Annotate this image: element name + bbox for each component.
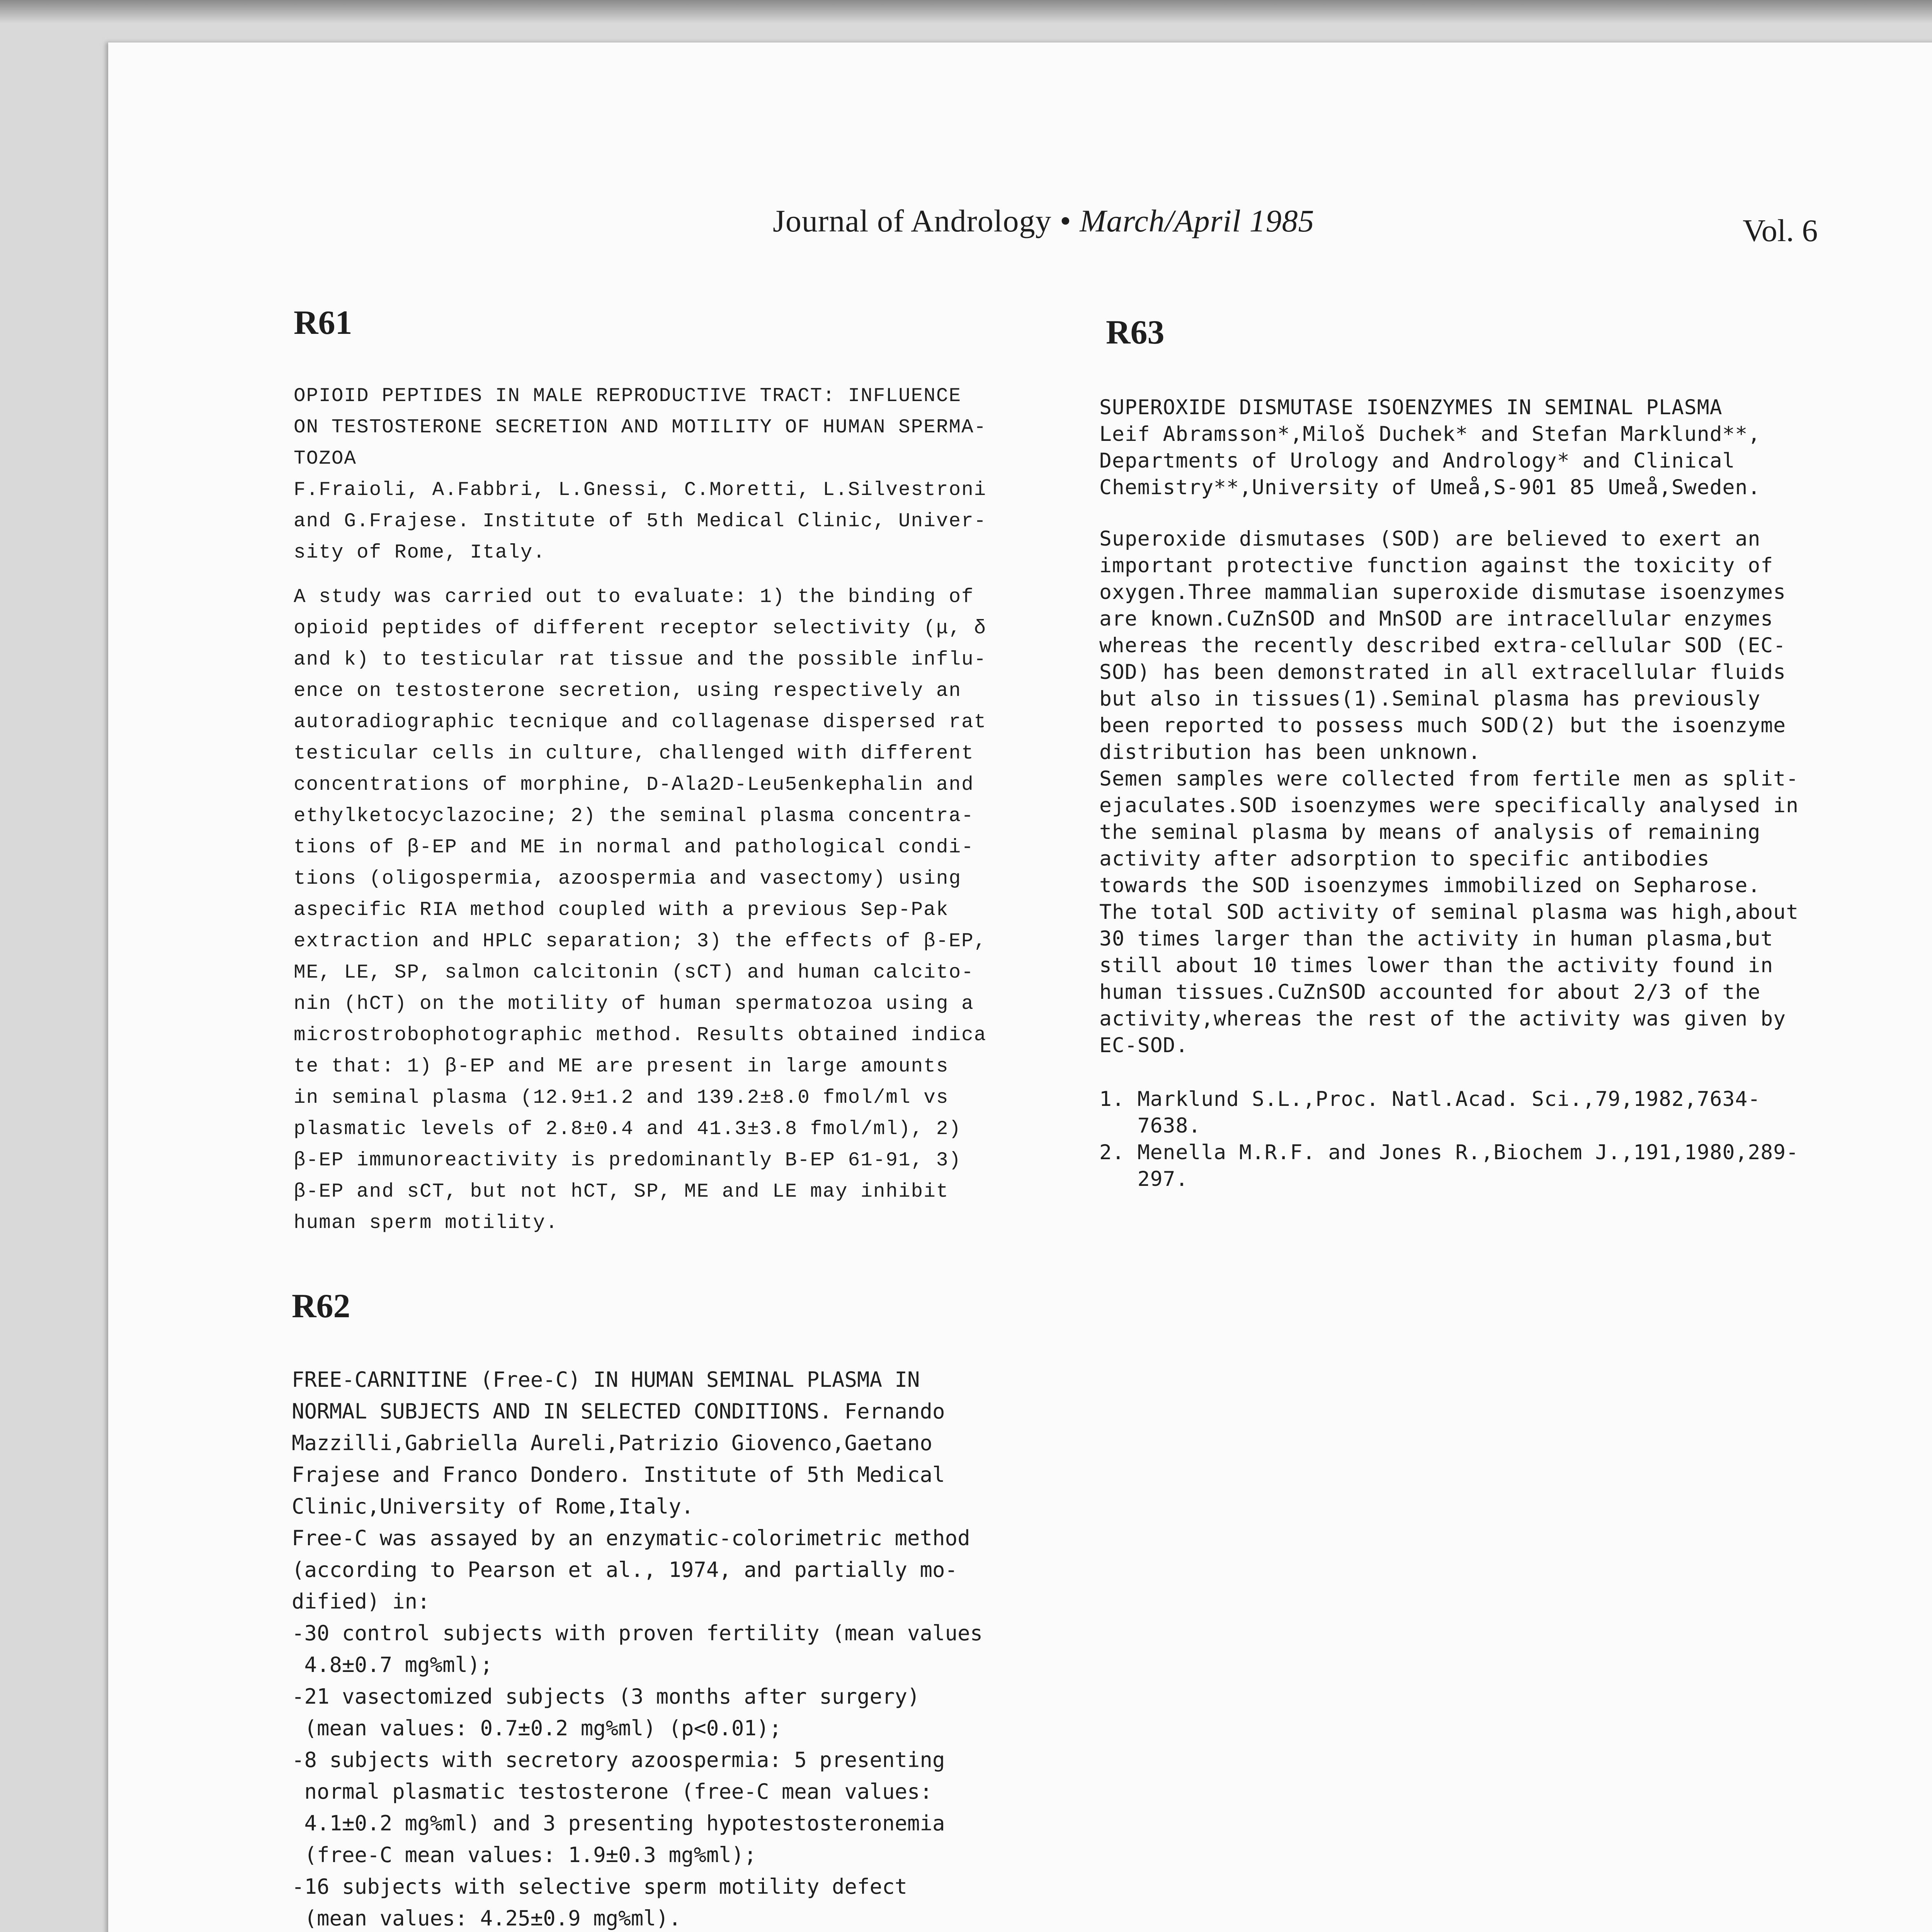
abstract-r63-body: Superoxide dismutases (SOD) are believed to exert an important protective function against the toxicity of oxygen.Three mammalian superoxide dismutase isoenzymes are known.CuZnSOD and MnSOD are intracellular enzymes whereas the recently described extra-cellular SOD (EC- SOD) has been demonstrated in all extracellular fluids but also in tissues(1).Seminal plasma has previously been reported to possess much SOD(2) but the isoenzyme distribution has been unknown. Semen samples were collected from fertile men as split- ejaculates.SOD isoenzymes were specifically analysed in the seminal plasma by means of analysis of remaining activity after adsorption to specific antibodies towards the SOD isoenzymes immobilized on Sepharose. The total SOD activity of seminal plasma was high,about 30 times larger than the activity in human plasma,but still about 10 times lower than the activity found in human tissues.CuZnSOD accounted for about 2/3 of the activity,whereas the rest of the activity was given by EC-SOD. <box>1099 527 1799 1057</box>
abstract-label-r63: R63 <box>1106 314 1165 351</box>
abstract-label-r61: R61 <box>294 304 352 342</box>
issue-date: March/April 1985 <box>1080 203 1315 238</box>
header-separator: • <box>1051 203 1080 238</box>
abstract-r63-heading: SUPEROXIDE DISMUTASE ISOENZYMES IN SEMINAL PLASMA Leif Abramsson*,Miloš Duchek* and Stefan Marklund**, Departments of Urology and Andrology* and Clinical Chemistry**,University of Umeå,S-901 85 Umeå,Sweden. <box>1099 396 1761 499</box>
scan-top-shadow <box>0 0 1932 23</box>
abstract-r61-body: A study was carried out to evaluate: 1) the binding of opioid peptides of different receptor selectivity (μ, δ and k) to testicular rat tissue and the possible influ- ence on testosterone secretion, using respectively an autoradiographic tecnique and collagenase dispersed rat testicular cells in culture, challenged with different concentrations of morphine, D-Ala2D-Leu5enkephalin and ethylketocyclazocine; 2) the seminal plasma concentra- tions of β-EP and ME in normal and pathological condi- tions (oligospermia, azoospermia and vasectomy) using aspecific RIA method coupled with a previous Sep-Pak extraction and HPLC separation; 3) the effects of β-EP, ME, LE, SP, salmon calcitonin (sCT) and human calcito- nin (hCT) on the motility of human spermatozoa using a microstrobophotographic method. Results obtained indica te that: 1) β-EP and ME are present in large amounts in seminal plasma (12.9±1.2 and 139.2±8.0 fmol/ml vs plasmatic levels of 2.8±0.4 and 41.3±3.8 fmol/ml), 2) β-EP immunoreactivity is predominantly B-EP 61-91, 3) β-EP and sCT, but not hCT, SP, ME and LE may inhibit human sperm motility. <box>294 586 987 1234</box>
abstract-r62-text: FREE-CARNITINE (Free-C) IN HUMAN SEMINAL PLASMA IN NORMAL SUBJECTS AND IN SELECTED CONDITIONS. Fernando Mazzilli,Gabriella Aureli,Patrizio Giovenco,Gaetano Frajese and Franco Dondero. Institute of 5th Medical Clinic,University of Rome,Italy. Free-C was assayed by an enzymatic-colorimetric method (according to Pearson et al., 1974, and partially mo- dified) in: -30 control subjects with proven fertility (mean values 4.8±0.7 mg%ml); -21 vasectomized subjects (3 months after surgery) (mean values: 0.7±0.2 mg%ml) (p<0.01); -8 subjects with secretory azoospermia: 5 presenting normal plasmatic testosterone (free-C mean values: 4.1±0.2 mg%ml) and 3 presenting hypotestosteronemia (free-C mean values: 1.9±0.3 mg%ml); -16 subjects with selective sperm motility defect (mean values: 4.25±0.9 mg%ml). <box>292 1367 983 1930</box>
abstract-r63-references: 1. Marklund S.L.,Proc. Natl.Acad. Sci.,79,1982,7634- 7638. 2. Menella M.R.F. and Jones R.,Biochem J.,191,1980,289- 297. <box>1099 1087 1799 1191</box>
abstract-r61-heading: OPIOID PEPTIDES IN MALE REPRODUCTIVE TRACT: INFLUENCE ON TESTOSTERONE SECRETION AND MOTILITY OF HUMAN SPERMA- TOZOA F.Fraioli, A.Fabbri, L.Gnessi, C.Moretti, L.Silvestroni and G.Frajese. Institute of 5th Medical Clinic, Univer- sity of Rome, Italy. <box>294 385 987 564</box>
abstract-label-r62: R62 <box>292 1287 350 1325</box>
running-head <box>773 203 1315 239</box>
journal-title: Journal of Andrology <box>773 203 1052 238</box>
volume-number: Vol. 6 <box>1743 213 1818 248</box>
